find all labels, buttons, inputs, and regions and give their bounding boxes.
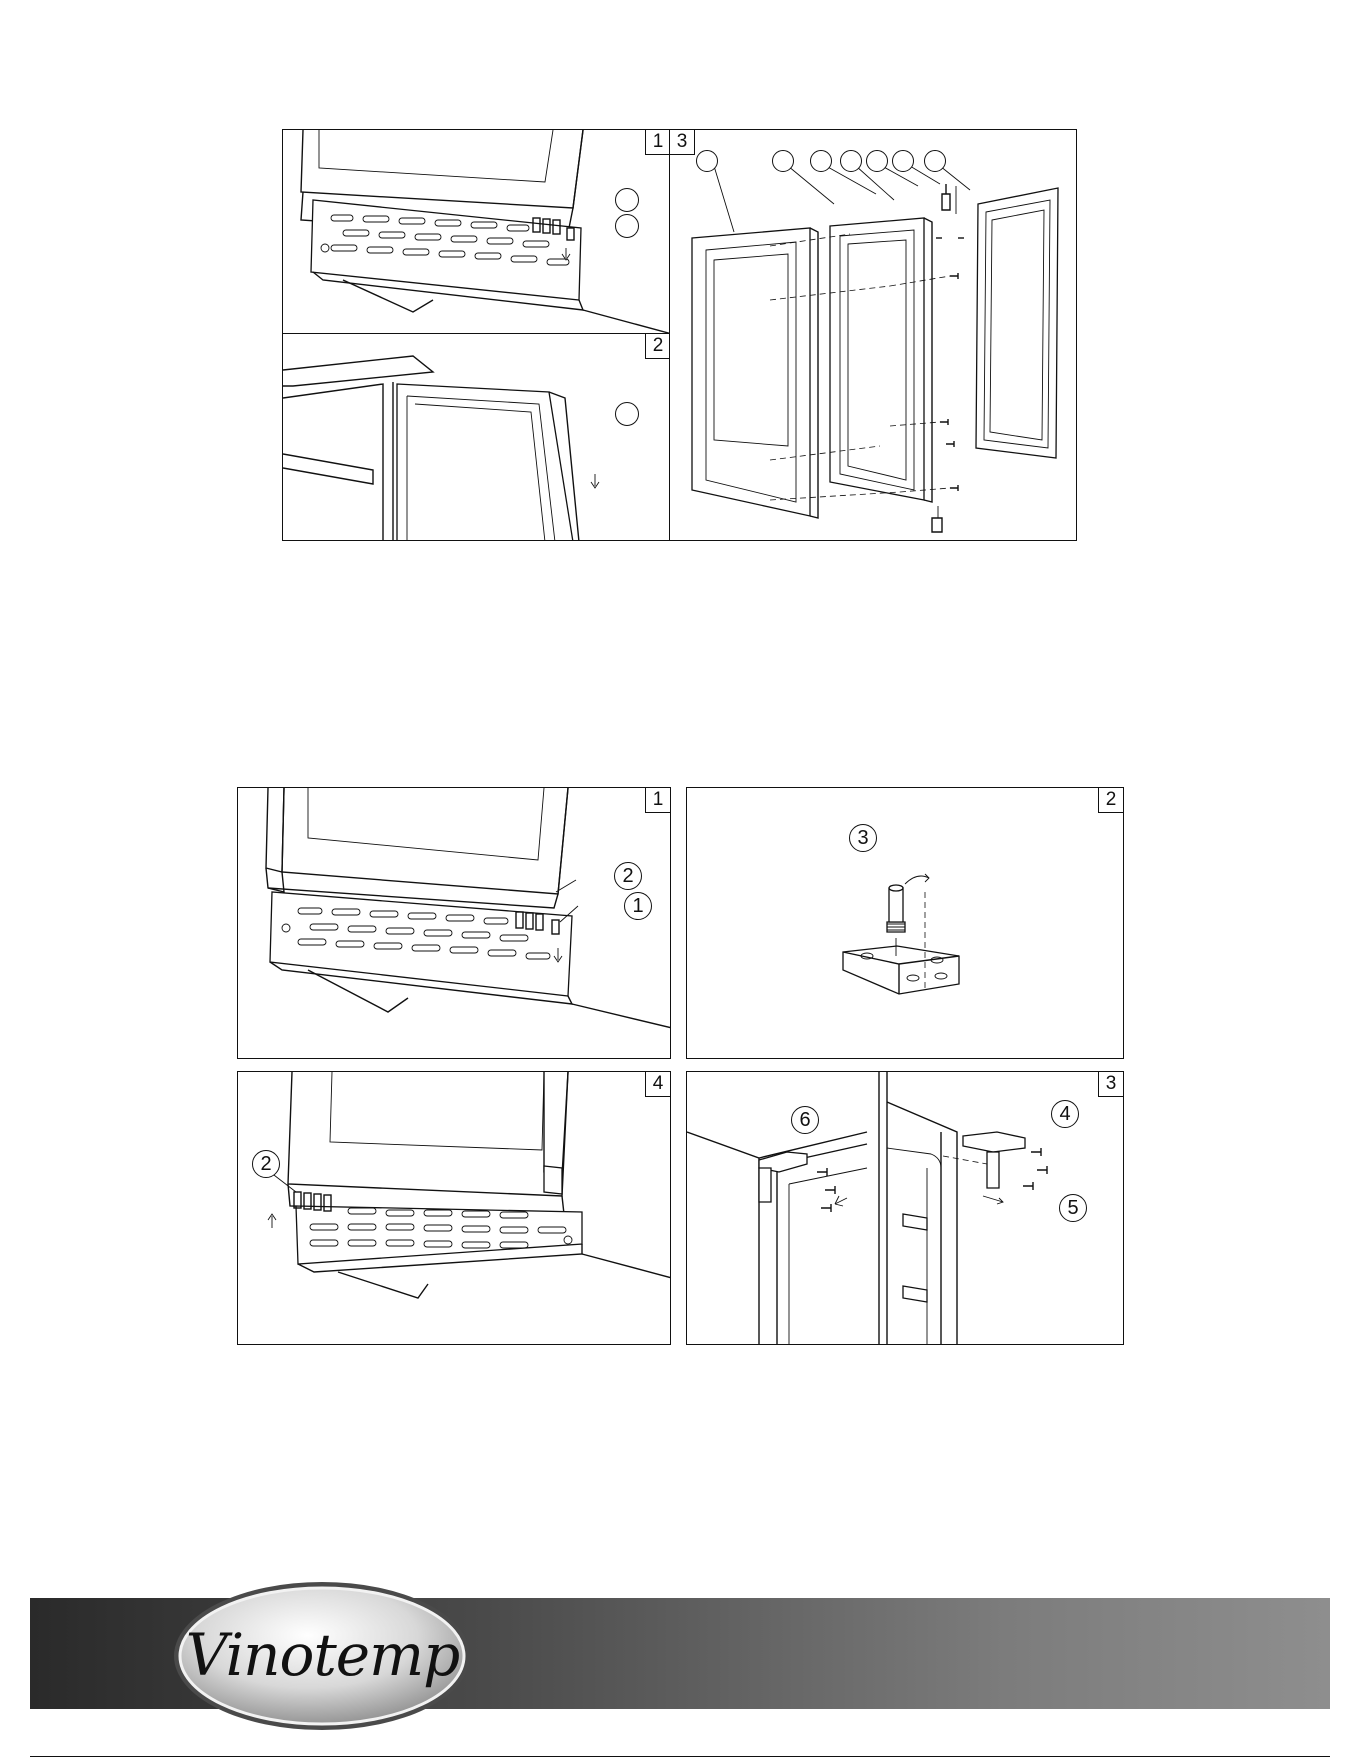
hinge-pin-drawing [687,788,1124,1059]
bottom-panel-1 [237,787,671,1059]
callout [840,150,862,172]
brand-logo [170,1577,475,1735]
top-panel-2 [282,333,671,541]
step-number: 2 [1098,788,1123,813]
callout: 2 [614,862,642,890]
step-number: 3 [1098,1072,1123,1097]
callout [866,150,888,172]
step-number: 4 [645,1072,670,1097]
step-number: 1 [645,788,670,813]
callout: 2 [252,1150,280,1178]
grille-door-drawing [283,130,671,335]
callout: 3 [849,824,877,852]
bottom-panel-3 [686,1071,1124,1345]
callout [924,150,946,172]
callout [615,402,639,426]
top-panel-1 [282,129,671,335]
callout [696,150,718,172]
callout [615,214,639,238]
bottom-panel-2 [686,787,1124,1059]
callout [615,188,639,212]
step-number: 1 [645,130,670,155]
step-number: 3 [670,130,695,155]
callout [810,150,832,172]
callout: 6 [791,1106,819,1134]
bottom-panel-4 [237,1071,671,1345]
grille-door-drawing [238,788,671,1059]
callout [772,150,794,172]
bottom-rule [30,1756,1330,1757]
door-exploded-drawing [670,130,1077,541]
callout [892,150,914,172]
door-top-drawing [283,334,671,541]
callout: 5 [1059,1194,1087,1222]
callout: 4 [1051,1100,1079,1128]
top-panel-3 [669,129,1077,541]
step-number: 2 [645,334,670,359]
brand-wordmark: Vinotemp [185,1621,460,1689]
callout: 1 [624,892,652,920]
grille-door-drawing [238,1072,671,1345]
